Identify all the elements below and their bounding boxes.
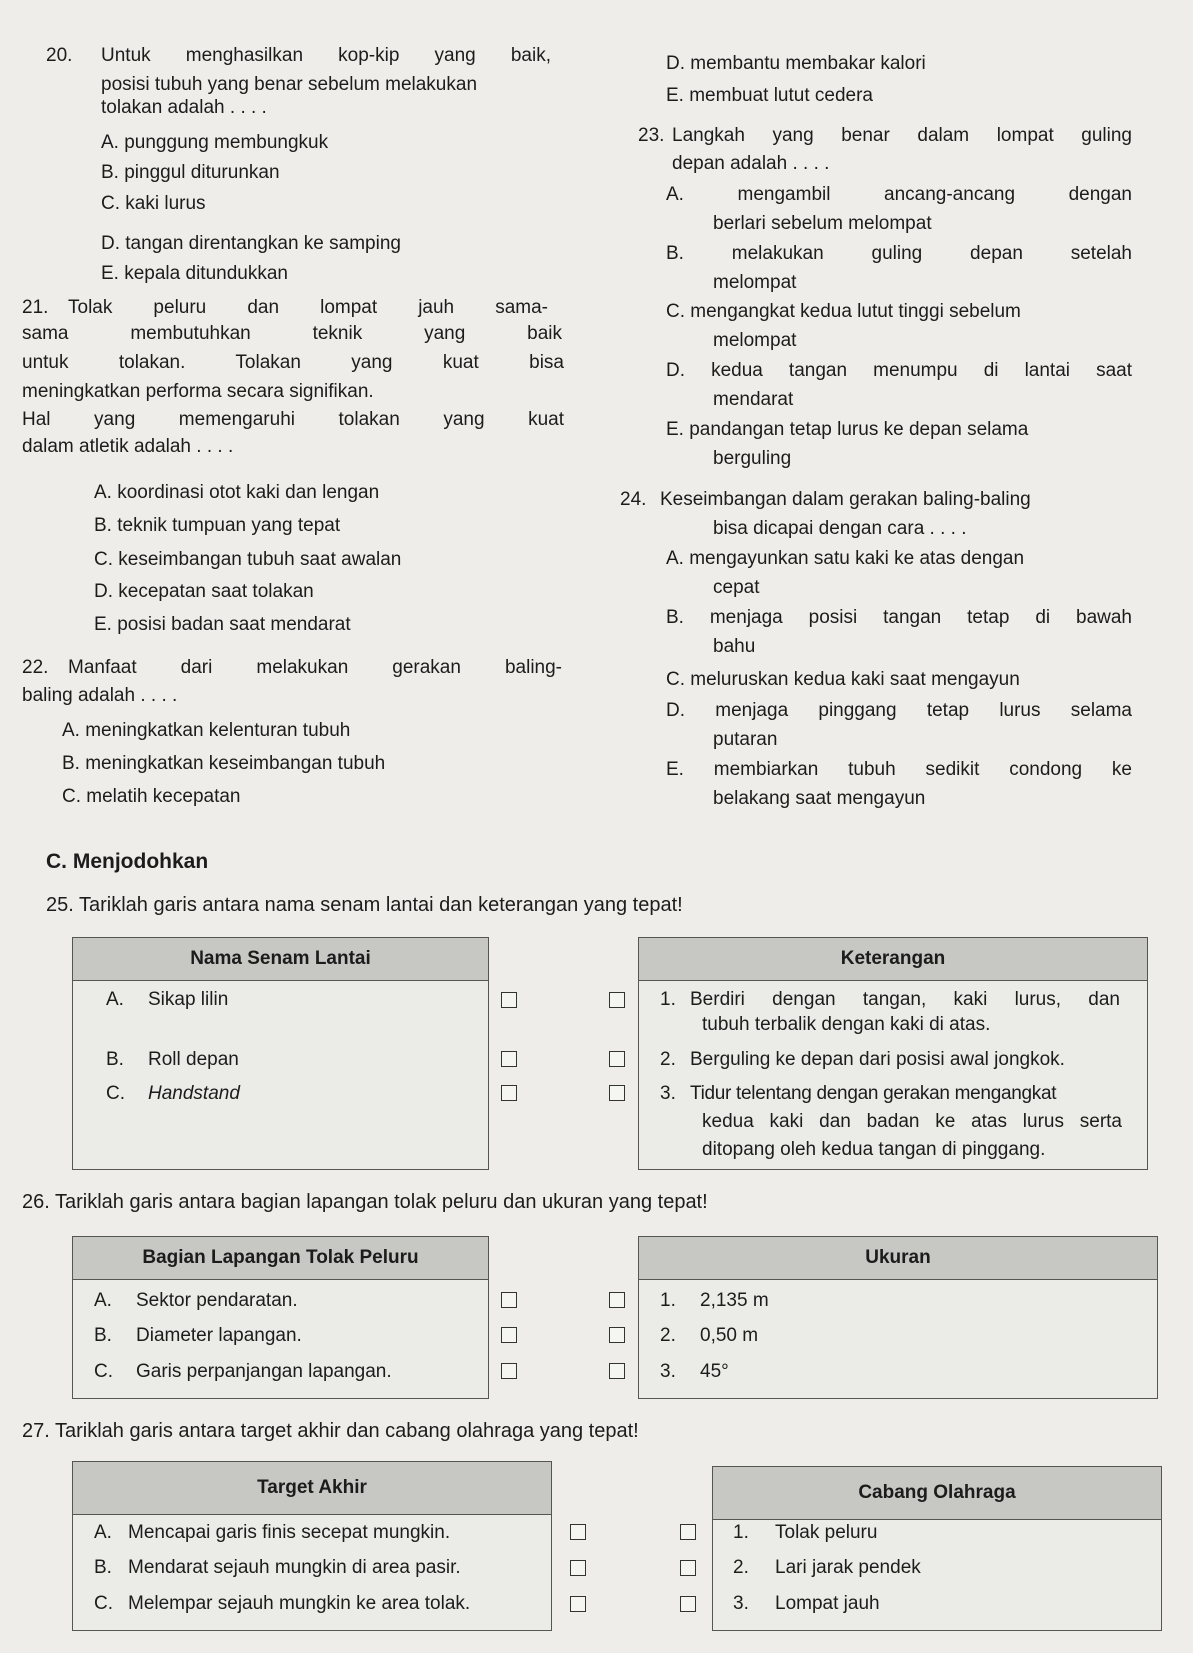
- question-number: 22.: [22, 657, 49, 678]
- q26-left-letter: C.: [94, 1361, 113, 1382]
- answer-option[interactable]: E. pandangan tetap lurus ke depan selama: [666, 419, 1029, 440]
- q26-left-text: Sektor pendaratan.: [136, 1290, 298, 1311]
- q25-left-text: Handstand: [148, 1083, 240, 1104]
- connector-dot[interactable]: [570, 1560, 586, 1576]
- question-number: 24.: [620, 489, 647, 510]
- q25-left-letter: A.: [106, 989, 124, 1010]
- answer-option-cont: belakang saat mengayun: [713, 788, 926, 809]
- answer-option-cont: mendarat: [713, 389, 794, 410]
- answer-option-cont: putaran: [713, 729, 778, 750]
- question-number: 20.: [46, 45, 73, 66]
- question-text: depan adalah . . . .: [672, 153, 830, 174]
- q27-left-text: Melempar sejauh mungkin ke area tolak.: [128, 1593, 471, 1614]
- q25-left-table: [72, 937, 489, 1170]
- q26-right-text: 0,50 m: [700, 1325, 759, 1346]
- q25-right-num: 2.: [660, 1049, 676, 1070]
- answer-option[interactable]: A. punggung membungkuk: [101, 132, 329, 153]
- answer-option[interactable]: D. tangan direntangkan ke samping: [101, 233, 401, 254]
- connector-dot[interactable]: [680, 1596, 696, 1612]
- table-header: Target Akhir: [73, 1462, 551, 1515]
- table-header: Ukuran: [639, 1237, 1157, 1280]
- q25-right-text: Berguling ke depan dari posisi awal jongkok.: [690, 1049, 1065, 1070]
- q27-right-num: 1.: [733, 1522, 749, 1543]
- connector-dot[interactable]: [609, 992, 625, 1008]
- table-header: Keterangan: [639, 938, 1147, 981]
- answer-option[interactable]: D. menjaga pinggang tetap lurus selama: [666, 700, 1132, 721]
- question-text: Tolak peluru dan lompat jauh sama-: [68, 297, 548, 318]
- question-text: untuk tolakan. Tolakan yang kuat bisa: [22, 352, 564, 373]
- answer-option-cont: berlari sebelum melompat: [713, 213, 932, 234]
- q27-left-letter: A.: [94, 1522, 112, 1543]
- question-text: Manfaat dari melakukan gerakan baling-: [68, 657, 562, 678]
- connector-dot[interactable]: [609, 1051, 625, 1067]
- answer-option[interactable]: B. melakukan guling depan setelah: [666, 243, 1132, 264]
- connector-dot[interactable]: [609, 1085, 625, 1101]
- answer-option-cont: cepat: [713, 577, 760, 598]
- question-25-title: 25. Tariklah garis antara nama senam lantai dan keterangan yang tepat!: [46, 894, 683, 916]
- connector-dot[interactable]: [501, 1363, 517, 1379]
- question-text: bisa dicapai dengan cara . . . .: [713, 518, 967, 539]
- q27-left-letter: C.: [94, 1593, 113, 1614]
- connector-dot[interactable]: [570, 1524, 586, 1540]
- answer-option[interactable]: D. kedua tangan menumpu di lantai saat: [666, 360, 1132, 381]
- answer-option[interactable]: E. kepala ditundukkan: [101, 263, 288, 284]
- question-text: sama membutuhkan teknik yang baik: [22, 323, 562, 344]
- q27-right-text: Lompat jauh: [775, 1593, 880, 1614]
- q26-left-letter: A.: [94, 1290, 112, 1311]
- question-text: Hal yang memengaruhi tolakan yang kuat: [22, 409, 564, 430]
- question-text: posisi tubuh yang benar sebelum melakukan: [101, 74, 478, 95]
- answer-option[interactable]: B. meningkatkan keseimbangan tubuh: [62, 753, 386, 774]
- answer-option-cont: bahu: [713, 636, 756, 657]
- q27-left-text: Mencapai garis finis secepat mungkin.: [128, 1522, 451, 1543]
- answer-option[interactable]: A. koordinasi otot kaki dan lengan: [94, 482, 380, 503]
- q26-right-num: 3.: [660, 1361, 676, 1382]
- q26-right-num: 1.: [660, 1290, 676, 1311]
- connector-dot[interactable]: [501, 1051, 517, 1067]
- q26-left-text: Diameter lapangan.: [136, 1325, 302, 1346]
- answer-option-cont: melompat: [713, 272, 797, 293]
- answer-option[interactable]: C. meluruskan kedua kaki saat mengayun: [666, 669, 1020, 690]
- q27-left-text: Mendarat sejauh mungkin di area pasir.: [128, 1557, 461, 1578]
- question-number: 23.: [638, 125, 665, 146]
- answer-option[interactable]: C. kaki lurus: [101, 193, 206, 214]
- answer-option[interactable]: A. mengambil ancang-ancang dengan: [666, 184, 1132, 205]
- answer-option[interactable]: E. membuat lutut cedera: [666, 85, 873, 106]
- q25-left-letter: C.: [106, 1083, 125, 1104]
- q25-left-letter: B.: [106, 1049, 124, 1070]
- q25-right-text: tubuh terbalik dengan kaki di atas.: [702, 1014, 991, 1035]
- q25-right-num: 3.: [660, 1083, 676, 1104]
- question-text: Keseimbangan dalam gerakan baling-baling: [660, 489, 1031, 510]
- connector-dot[interactable]: [609, 1292, 625, 1308]
- q27-right-num: 3.: [733, 1593, 749, 1614]
- question-text: dalam atletik adalah . . . .: [22, 436, 234, 457]
- question-26-title: 26. Tariklah garis antara bagian lapangan tolak peluru dan ukuran yang tepat!: [22, 1191, 708, 1213]
- connector-dot[interactable]: [501, 1292, 517, 1308]
- answer-option[interactable]: D. kecepatan saat tolakan: [94, 581, 314, 602]
- table-header: Cabang Olahraga: [713, 1467, 1161, 1520]
- connector-dot[interactable]: [609, 1327, 625, 1343]
- answer-option[interactable]: B. pinggul diturunkan: [101, 162, 280, 183]
- answer-option[interactable]: B. menjaga posisi tangan tetap di bawah: [666, 607, 1132, 628]
- q25-left-text: Roll depan: [148, 1049, 239, 1070]
- q25-right-num: 1.: [660, 989, 676, 1010]
- q26-right-text: 45°: [700, 1361, 729, 1382]
- q27-right-text: Tolak peluru: [775, 1522, 878, 1543]
- answer-option[interactable]: A. mengayunkan satu kaki ke atas dengan: [666, 548, 1025, 569]
- connector-dot[interactable]: [570, 1596, 586, 1612]
- q26-left-letter: B.: [94, 1325, 112, 1346]
- answer-option[interactable]: E. membiarkan tubuh sedikit condong ke: [666, 759, 1132, 780]
- q26-left-text: Garis perpanjangan lapangan.: [136, 1361, 392, 1382]
- connector-dot[interactable]: [501, 1327, 517, 1343]
- question-text: meningkatkan performa secara signifikan.: [22, 381, 374, 402]
- q25-right-text: ditopang oleh kedua tangan di pinggang.: [702, 1139, 1046, 1160]
- connector-dot[interactable]: [609, 1363, 625, 1379]
- table-header: Bagian Lapangan Tolak Peluru: [73, 1237, 488, 1280]
- q25-right-text: kedua kaki dan badan ke atas lurus serta: [702, 1111, 1122, 1132]
- table-header: Nama Senam Lantai: [73, 938, 488, 981]
- answer-option-cont: berguling: [713, 448, 792, 469]
- answer-option-cont: melompat: [713, 330, 797, 351]
- question-text: tolakan adalah . . . .: [101, 97, 267, 118]
- q27-left-letter: B.: [94, 1557, 112, 1578]
- answer-option[interactable]: B. teknik tumpuan yang tepat: [94, 515, 341, 536]
- connector-dot[interactable]: [501, 1085, 517, 1101]
- question-text: baling adalah . . . .: [22, 685, 178, 706]
- answer-option[interactable]: E. posisi badan saat mendarat: [94, 614, 351, 635]
- connector-dot[interactable]: [680, 1524, 696, 1540]
- q26-right-num: 2.: [660, 1325, 676, 1346]
- answer-option[interactable]: C. keseimbangan tubuh saat awalan: [94, 549, 402, 570]
- q26-right-text: 2,135 m: [700, 1290, 769, 1311]
- q27-right-num: 2.: [733, 1557, 749, 1578]
- connector-dot[interactable]: [680, 1560, 696, 1576]
- connector-dot[interactable]: [501, 992, 517, 1008]
- answer-option[interactable]: C. melatih kecepatan: [62, 786, 241, 807]
- q25-right-text: Tidur telentang dengan gerakan mengangkat: [690, 1083, 1057, 1104]
- question-27-title: 27. Tariklah garis antara target akhir dan cabang olahraga yang tepat!: [22, 1420, 639, 1442]
- question-text: Untuk menghasilkan kop-kip yang baik,: [101, 45, 551, 66]
- answer-option[interactable]: A. meningkatkan kelenturan tubuh: [62, 720, 351, 741]
- question-text: Langkah yang benar dalam lompat guling: [672, 125, 1132, 146]
- q25-left-text: Sikap lilin: [148, 989, 229, 1010]
- question-number: 21.: [22, 297, 49, 318]
- section-heading: C. Menjodohkan: [46, 850, 209, 873]
- q27-right-text: Lari jarak pendek: [775, 1557, 921, 1578]
- answer-option[interactable]: D. membantu membakar kalori: [666, 53, 926, 74]
- q25-right-text: Berdiri dengan tangan, kaki lurus, dan: [690, 989, 1120, 1010]
- answer-option[interactable]: C. mengangkat kedua lutut tinggi sebelum: [666, 301, 1021, 322]
